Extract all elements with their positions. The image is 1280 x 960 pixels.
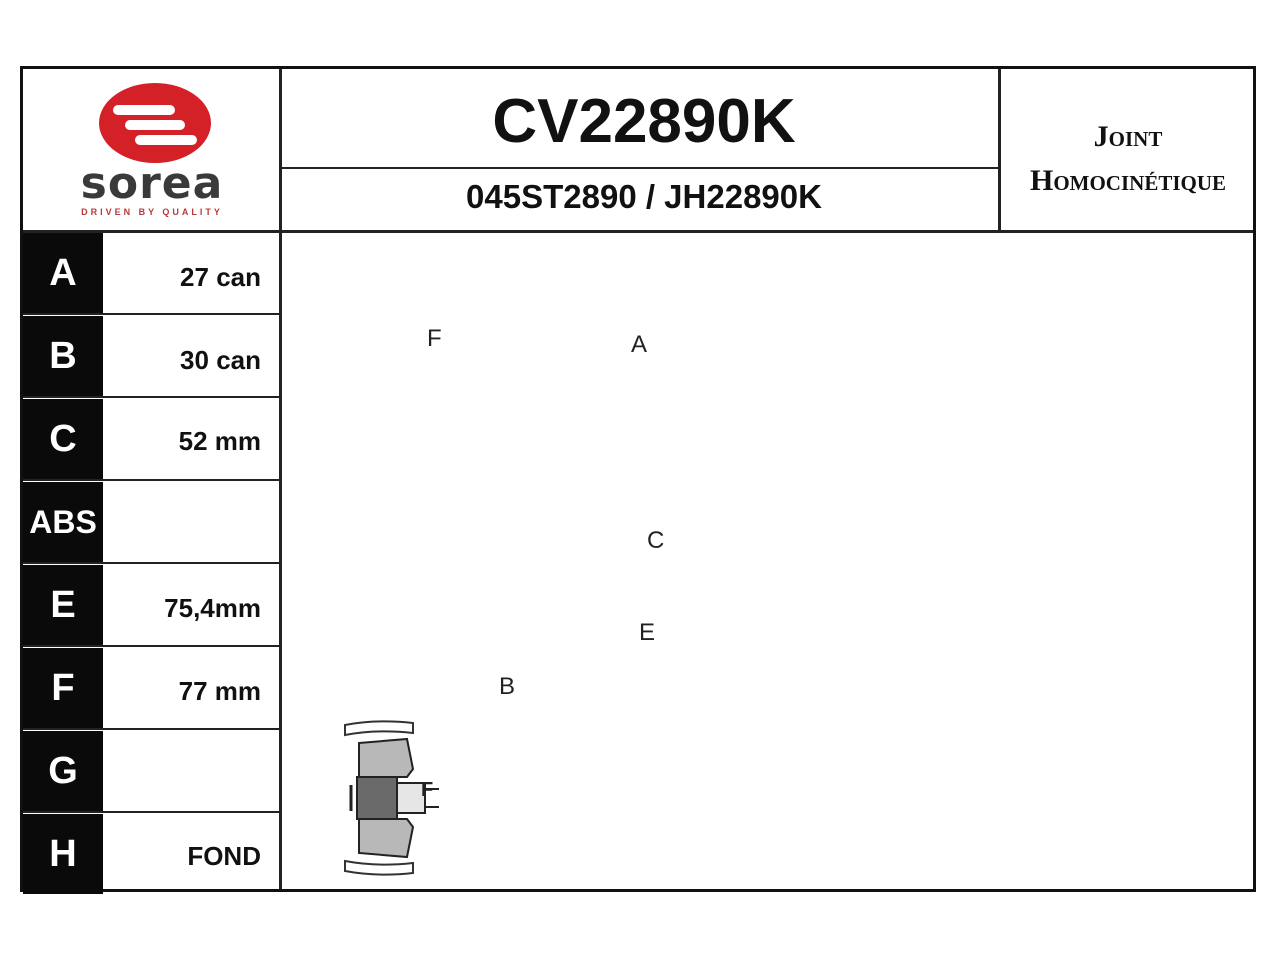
dimension-label-f: F: [427, 325, 442, 352]
dimension-label-b: B: [499, 673, 516, 700]
spec-value: 30 can: [180, 345, 261, 375]
dimension-label-c: C: [647, 527, 665, 554]
divider: [23, 728, 279, 730]
spec-label: C: [23, 399, 103, 479]
brand-name: sorea: [80, 158, 224, 209]
dimension-label-a: A: [631, 331, 648, 358]
dimension-label-e: E: [639, 619, 656, 646]
brand-tagline: DRIVEN BY QUALITY: [81, 207, 223, 217]
category-line-2: Homocinétique: [1029, 164, 1227, 197]
divider: [23, 479, 279, 481]
spec-value: FOND: [187, 841, 261, 871]
spec-value: 52 mm: [178, 426, 261, 456]
part-reference: CV22890K: [492, 87, 796, 156]
alternate-references: 045ST2890 / JH22890K: [466, 178, 822, 215]
dimension-label-f-small: F: [421, 779, 434, 801]
divider: [23, 645, 279, 647]
spec-value: 75,4mm: [164, 593, 261, 623]
divider: [23, 562, 279, 564]
product-sheet: [20, 66, 1256, 892]
divider: [282, 167, 998, 169]
spec-label: H: [23, 814, 103, 894]
divider: [23, 811, 279, 813]
spec-label: G: [23, 731, 103, 811]
spec-value: 27 can: [180, 262, 261, 292]
part-category: [1003, 115, 1253, 203]
divider: [23, 396, 279, 398]
brand-logo: [23, 69, 281, 231]
category-line-1: Joint: [1093, 120, 1163, 153]
spec-label: ABS: [23, 482, 103, 562]
spec-label: E: [23, 565, 103, 645]
spec-label: B: [23, 316, 103, 396]
divider: [23, 313, 279, 315]
spec-label: A: [23, 233, 103, 313]
spec-value: 77 mm: [178, 676, 261, 706]
spec-label: F: [23, 648, 103, 728]
logo-mark-icon: [95, 77, 215, 165]
